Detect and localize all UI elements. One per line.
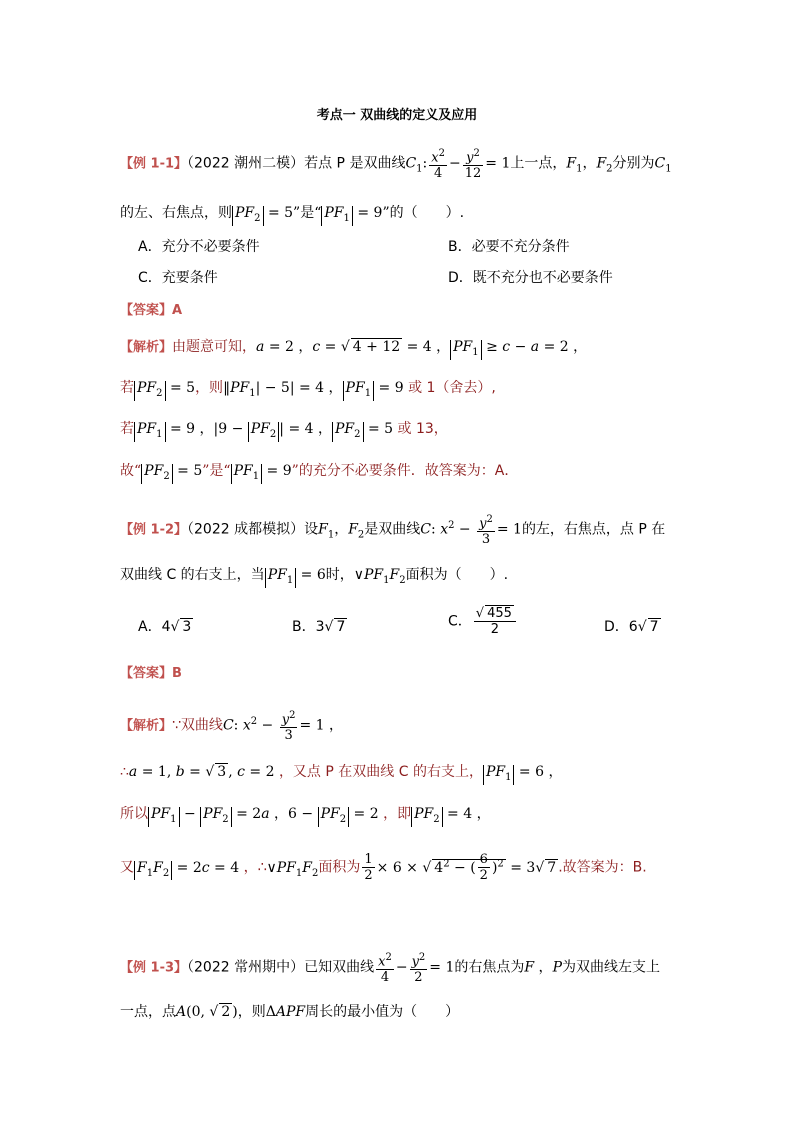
ex1-question-line-1: 【例 1-1】（2022 潮州二模）若点 P 是双曲线$C_1$: $\frac{x^2}{4}$ − $\frac{y^2}{12}$ = 1上一点，$F_1$，$F_2$分别为$C_1$ <box>120 148 672 182</box>
ex2-question-line-1: 【例 1-2】（2022 成都模拟）设$F_1$，$F_2$是双曲线C: $x^2$ − $\frac{y^2}{3}$ = 1的左，右焦点，点 P 在 <box>120 514 666 548</box>
ex2-question-line-2: 双曲线 C 的右支上，当 $PF_1 = 6$时，$\vee PF_1F_2$面积为（ ）. <box>120 567 509 586</box>
ex3-question-line-1: 【例 1-3】（2022 常州期中）已知双曲线 $\frac{x^2}{4}$ − $\frac{y^2}{2}$ = 1的右焦点为F ，P为双曲线左支上 <box>120 952 660 986</box>
ex1-solution-line-4: 故“ $PF_2 = 5$”是“ $PF_1 = 9$”的充分不必要条件．故答案为：A． <box>120 463 519 482</box>
ex2-source: （2022 成都模拟） <box>187 521 305 538</box>
ex2-label: 【例 1-2】 <box>120 522 188 538</box>
ex1-option-c: C．充要条件 <box>138 270 218 286</box>
ex2-option-d: D．6√ 7 <box>604 619 659 635</box>
ex2-option-b: B．3√ 7 <box>292 619 346 635</box>
ex2-solution-line-4: 又 $F_1F_2 = 2c = 4$ ，$\therefore\vee PF_1F_2$面积为 $\frac{1}{2}$ × 6 × √ $4^2$ − ( $\frac{6}{2}$ )$^2$ = 3√ 7 .故答案为：B. <box>120 852 647 883</box>
ex3-source: （2022 常州期中） <box>187 959 305 976</box>
ex2-solution-line-3: 所以 $PF_1 - PF_2 = 2a$ ，$6 - PF_2 = 2$ ，即 $PF_2 = 4$ ， <box>120 806 491 825</box>
ex1-label: 【例 1-1】 <box>120 156 188 172</box>
ex3-label: 【例 1-3】 <box>120 960 188 976</box>
ex1-option-b: B．必要不充分条件 <box>448 239 570 255</box>
ex1-solution-line-2: 若 $PF_2 = 5$，则$‖PF_1| - 5| = 4$ ， $PF_1 = 9$ 或 1（舍去）, <box>120 380 496 399</box>
ex2-answer: 【答案】B <box>120 666 182 681</box>
ex1-option-d: D．既不充分也不必要条件 <box>448 270 613 286</box>
ex2-option-c: C． $\frac{√ 455}{2}$ <box>448 606 518 637</box>
section-title: 考点一 双曲线的定义及应用 <box>316 108 478 123</box>
ex2-solution-line-2: ∴a = 1, b = √ 3 , c = 2 ，又点 P 在双曲线 C 的右支上， $PF_1 = 6$ ， <box>120 764 563 783</box>
ex1-question-line-2: 的左、右焦点，则 $PF_2 = 5$”是“ $PF_1 = 9$”的（ ）. <box>120 205 465 224</box>
ex1-source: （2022 潮州二模） <box>187 155 305 172</box>
ex1-solution-line-3: 若 $PF_1 = 9$ ，$|9 - PF_2$ | = 4 ， $PF_2 = 5$ 或 13， <box>120 421 448 440</box>
ex1-solution-line-1: 【解析】由题意可知，a = 2 ，c = √ 4 + 12 = 4 ， $PF_1 \ge c - a = 2$ ， <box>120 339 588 358</box>
ex2-solution-line-1: 【解析】∵双曲线C: $x^2$ − $\frac{y^2}{3}$ = 1 ， <box>120 710 344 744</box>
ex2-option-a: A．4√ 3 <box>138 619 192 635</box>
ex3-question-line-2: 一点，点A(0, √ 2 )，则ΔAPF周长的最小值为（ ） <box>120 1004 460 1020</box>
ex1-option-a: A．充分不必要条件 <box>138 239 260 255</box>
ex1-answer: 【答案】A <box>120 303 183 318</box>
